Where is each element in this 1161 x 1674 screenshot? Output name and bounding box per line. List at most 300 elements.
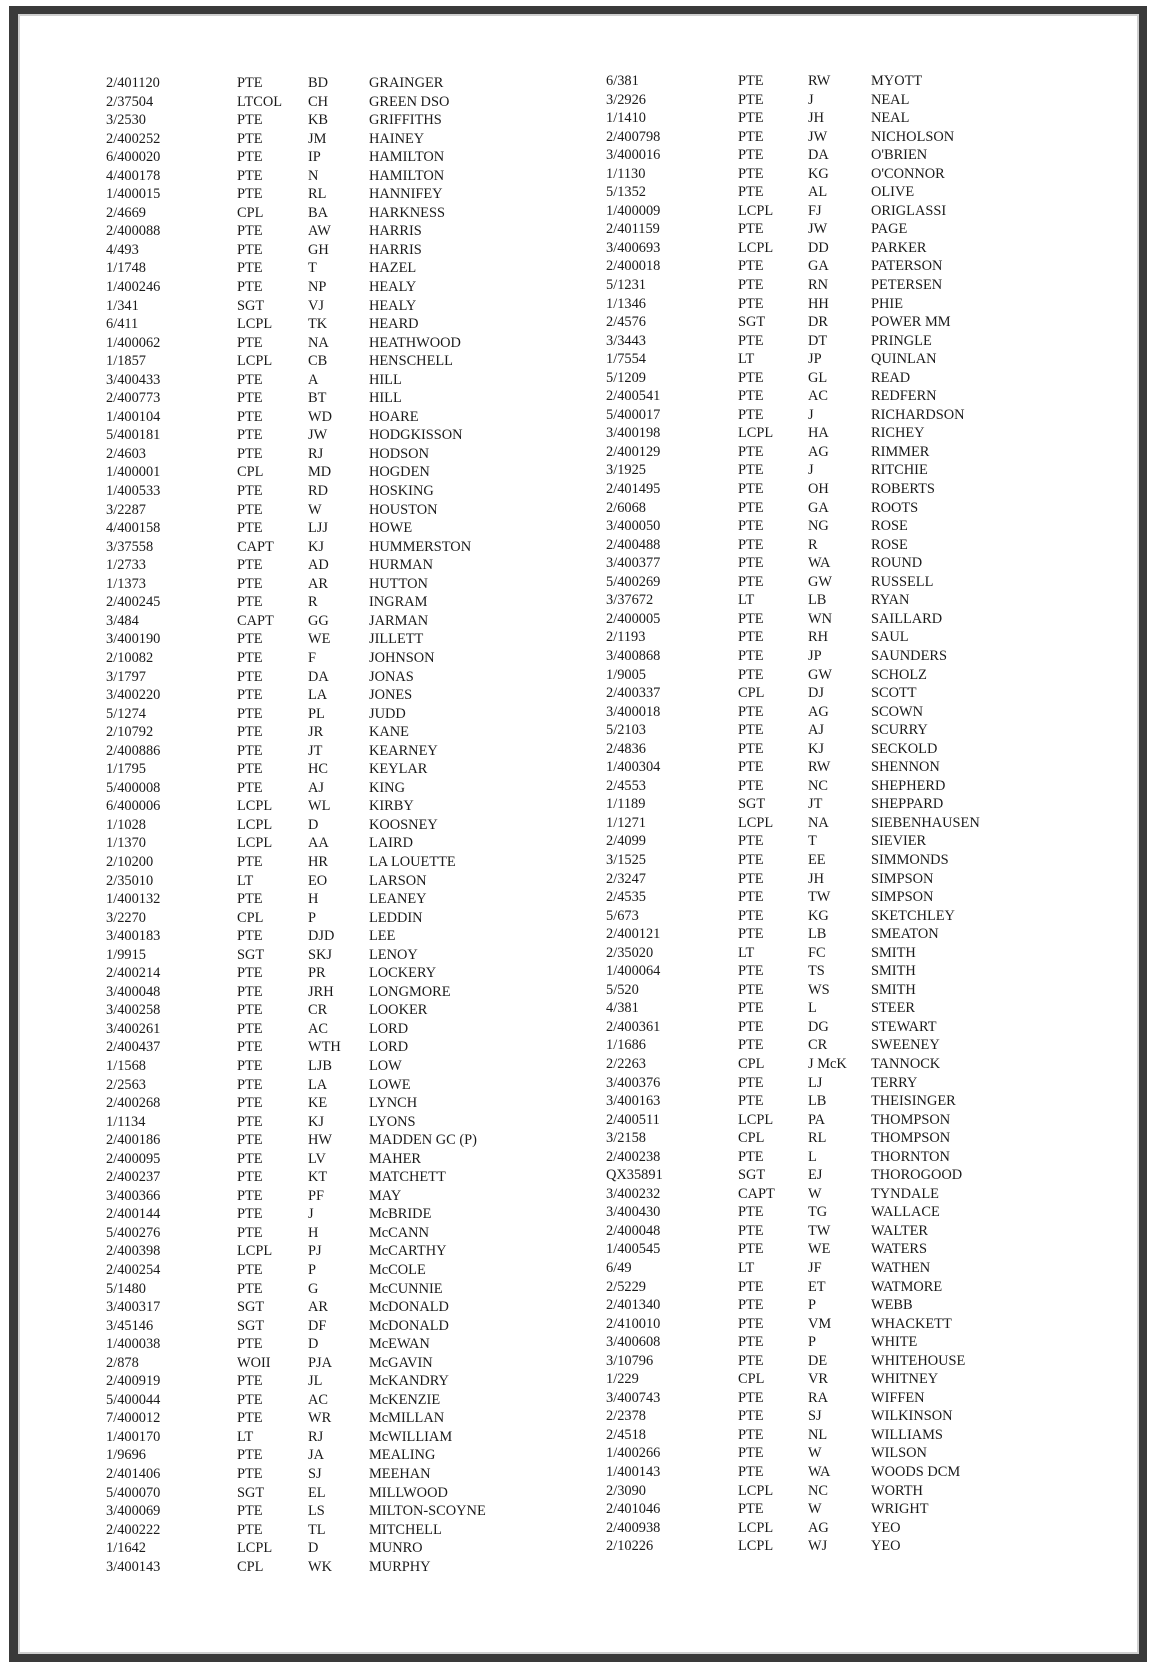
surname: McCOLE <box>369 1262 426 1278</box>
service-number: QX35891 <box>606 1167 663 1184</box>
initials: AW <box>308 223 331 240</box>
rank: PTE <box>237 1057 263 1074</box>
initials: AD <box>308 557 329 574</box>
initials: DD <box>808 239 829 256</box>
rank: PTE <box>738 703 764 720</box>
rank: PTE <box>237 983 263 1000</box>
service-number: 3/2270 <box>106 909 146 926</box>
service-number: 5/400269 <box>606 573 661 590</box>
rank: PTE <box>237 186 263 203</box>
surname: INGRAM <box>369 594 428 611</box>
initials: W <box>808 1445 822 1462</box>
surname: STEWART <box>871 1018 937 1035</box>
rank: PTE <box>237 520 263 537</box>
surname: NICHOLSON <box>871 128 955 145</box>
surname: HOSKING <box>369 483 434 500</box>
service-number: 1/1370 <box>106 835 146 852</box>
surname: HARKNESS <box>369 204 445 221</box>
initials: WE <box>808 1241 831 1258</box>
service-number: 2/400088 <box>106 223 161 240</box>
surname: RIMMER <box>871 443 930 460</box>
initials: A <box>308 371 319 388</box>
rank: PTE <box>237 965 263 982</box>
rank: PTE <box>237 408 263 425</box>
rank: PTE <box>738 610 764 627</box>
initials: P <box>308 1262 317 1278</box>
service-number: 3/400183 <box>106 928 161 945</box>
rank: PTE <box>237 1187 263 1204</box>
surname: MITCHELL <box>369 1521 442 1538</box>
service-number: 2/35020 <box>606 944 654 961</box>
surname: OLIVE <box>871 184 915 201</box>
rank: PTE <box>237 223 263 240</box>
rank: PTE <box>237 631 263 648</box>
surname: TANNOCK <box>871 1055 941 1072</box>
surname: McGAVIN <box>369 1354 433 1371</box>
service-number: 3/1525 <box>606 851 646 868</box>
service-number: 2/400238 <box>606 1148 661 1165</box>
surname: NEAL <box>871 110 910 127</box>
rank: PTE <box>237 130 263 147</box>
service-number: 1/1028 <box>106 816 146 833</box>
surname: THOROGOOD <box>871 1167 963 1184</box>
initials: G <box>308 1280 319 1297</box>
service-number: 3/400190 <box>106 631 161 648</box>
initials: WD <box>308 408 332 425</box>
surname: JARMAN <box>369 612 429 629</box>
service-number: 5/400008 <box>106 779 161 796</box>
initials: KT <box>308 1169 328 1186</box>
surname: MILLWOOD <box>369 1484 448 1501</box>
service-number: 2/37504 <box>106 93 154 110</box>
initials: HC <box>308 761 328 778</box>
service-number: 7/400012 <box>106 1410 161 1427</box>
rank: PTE <box>738 1352 764 1369</box>
surname: RUSSELL <box>871 573 934 590</box>
surname: THOMPSON <box>871 1111 951 1128</box>
surname: LORD <box>369 1039 409 1056</box>
initials: NG <box>808 518 829 535</box>
rank: LCPL <box>237 353 273 370</box>
rank: PTE <box>237 1150 263 1167</box>
rank: PTE <box>738 722 764 739</box>
service-number: 2/401120 <box>106 75 160 91</box>
initials: AG <box>808 443 829 460</box>
service-number: 2/3090 <box>606 1482 646 1499</box>
rank: LCPL <box>237 316 273 333</box>
rank: PTE <box>738 1315 764 1332</box>
service-number: 3/400018 <box>606 703 661 720</box>
initials: HW <box>308 1132 332 1149</box>
initials: D <box>308 1336 319 1353</box>
service-number: 4/493 <box>106 241 139 258</box>
rank: PTE <box>738 981 764 998</box>
rank: PTE <box>738 777 764 794</box>
rank: PTE <box>237 575 263 592</box>
initials: SKJ <box>308 946 332 963</box>
surname: LOCKERY <box>369 965 437 982</box>
service-number: 1/400170 <box>106 1428 161 1445</box>
rank: PTE <box>738 1204 764 1221</box>
service-number: 2/4535 <box>606 889 646 906</box>
surname: SHEPPARD <box>871 796 944 813</box>
initials: SJ <box>308 1466 322 1483</box>
initials: W <box>308 501 322 518</box>
rank: PTE <box>738 1464 764 1481</box>
surname: RYAN <box>871 592 910 609</box>
service-number: 3/2926 <box>606 91 646 108</box>
service-number: 3/484 <box>106 612 139 629</box>
service-number: 1/1795 <box>106 761 146 778</box>
surname: ROSE <box>871 518 908 535</box>
rank: PTE <box>738 221 764 238</box>
initials: VR <box>808 1371 828 1388</box>
rank: PTE <box>738 1000 764 1017</box>
service-number: 2/4576 <box>606 314 646 331</box>
service-number: 3/400743 <box>606 1389 661 1406</box>
service-number: 2/3247 <box>606 870 646 887</box>
rank: PTE <box>738 907 764 924</box>
surname: LONGMORE <box>369 983 451 1000</box>
rank: LCPL <box>738 1111 774 1128</box>
rank: CAPT <box>237 612 274 629</box>
surname: SMITH <box>871 981 916 998</box>
initials: RA <box>808 1389 828 1406</box>
rank: PTE <box>738 889 764 906</box>
initials: T <box>308 260 317 277</box>
surname: RITCHIE <box>871 462 928 479</box>
surname: SIMPSON <box>871 870 934 887</box>
rank: PTE <box>738 388 764 405</box>
surname: WALLACE <box>871 1204 940 1221</box>
rank: PTE <box>237 594 263 611</box>
rank: PTE <box>237 1169 263 1186</box>
service-number: 2/401406 <box>106 1466 161 1483</box>
rank: PTE <box>738 740 764 757</box>
surname: WILKINSON <box>871 1408 953 1425</box>
initials: EJ <box>808 1167 823 1184</box>
service-number: 3/1797 <box>106 668 146 685</box>
initials: TW <box>808 889 831 906</box>
rank: PTE <box>237 1280 263 1297</box>
rank: LCPL <box>237 835 273 852</box>
rank: CPL <box>738 1055 765 1072</box>
rank: CPL <box>237 204 264 221</box>
surname: SCOWN <box>871 703 923 720</box>
surname: POWER MM <box>871 314 951 331</box>
service-number: 1/1271 <box>606 814 646 831</box>
rank: PTE <box>738 1389 764 1406</box>
surname: WHITE <box>871 1334 918 1351</box>
rank: PTE <box>738 1278 764 1295</box>
surname: SIMPSON <box>871 889 934 906</box>
rank: PTE <box>237 445 263 462</box>
initials: WE <box>308 631 331 648</box>
rank: CPL <box>237 1558 264 1575</box>
surname: KIRBY <box>369 798 414 815</box>
surname: JOHNSON <box>369 649 435 666</box>
service-number: 1/400266 <box>606 1445 661 1462</box>
rank: LTCOL <box>237 93 283 110</box>
rank: LCPL <box>738 1482 774 1499</box>
surname: PARKER <box>871 239 927 256</box>
service-number: 3/2530 <box>106 112 146 129</box>
surname: JILLETT <box>369 631 424 648</box>
rank: LT <box>738 351 755 368</box>
surname: PRINGLE <box>871 332 932 349</box>
service-number: 3/400608 <box>606 1334 661 1351</box>
rank: PTE <box>738 332 764 349</box>
rank: PTE <box>738 629 764 646</box>
surname: WOODS DCM <box>871 1464 961 1481</box>
surname: ROUND <box>871 555 923 572</box>
rank: PTE <box>237 1521 263 1538</box>
service-number: 2/400398 <box>106 1243 161 1260</box>
initials: NP <box>308 279 327 296</box>
service-number: 1/1857 <box>106 353 146 370</box>
initials: P <box>808 1334 817 1351</box>
initials: NC <box>808 777 828 794</box>
service-number: 2/400186 <box>106 1132 161 1149</box>
initials: EL <box>308 1484 326 1501</box>
rank: PTE <box>237 557 263 574</box>
initials: DE <box>808 1352 828 1369</box>
rank: PTE <box>738 462 764 479</box>
initials: RD <box>308 483 328 500</box>
initials: D <box>308 1540 319 1557</box>
surname: McMILLAN <box>369 1410 445 1427</box>
rank: LCPL <box>738 425 774 442</box>
service-number: 2/400773 <box>106 390 161 407</box>
rank: PTE <box>738 573 764 590</box>
rank: PTE <box>237 705 263 722</box>
service-number: 2/400254 <box>106 1262 161 1278</box>
service-number: 3/400198 <box>606 425 661 442</box>
rank: PTE <box>738 258 764 275</box>
initials: PJ <box>308 1243 322 1260</box>
initials: NC <box>808 1482 828 1499</box>
initials: KB <box>308 112 328 129</box>
service-number: 3/400048 <box>106 983 161 1000</box>
surname: JUDD <box>369 705 406 722</box>
rank: PTE <box>237 390 263 407</box>
surname: McCUNNIE <box>369 1280 443 1297</box>
service-number: 1/1189 <box>606 796 646 813</box>
service-number: 2/401340 <box>606 1297 661 1314</box>
rank: LCPL <box>237 798 273 815</box>
service-number: 1/400533 <box>106 483 161 500</box>
rank: PTE <box>237 112 263 129</box>
service-number: 5/1352 <box>606 184 646 201</box>
surname: RICHARDSON <box>871 406 965 423</box>
service-number: 2/400252 <box>106 130 161 147</box>
service-number: 3/2158 <box>606 1130 646 1147</box>
surname: MEALING <box>369 1447 436 1464</box>
surname: RICHEY <box>871 425 925 442</box>
rank: PTE <box>738 1148 764 1165</box>
service-number: 3/400377 <box>606 555 661 572</box>
service-number: 1/9005 <box>606 666 646 683</box>
surname: HOUSTON <box>369 501 438 518</box>
surname: SMITH <box>871 944 916 961</box>
initials: PL <box>308 705 325 722</box>
initials: WS <box>808 981 830 998</box>
initials: CR <box>308 1002 328 1019</box>
service-number: 3/3443 <box>606 332 646 349</box>
surname: MEEHAN <box>369 1466 431 1483</box>
rank: CAPT <box>237 538 274 555</box>
rank: PTE <box>738 1018 764 1035</box>
rank: PTE <box>738 536 764 553</box>
rank: CPL <box>738 1130 765 1147</box>
rank: SGT <box>738 796 766 813</box>
initials: LA <box>308 1076 328 1093</box>
initials: JH <box>808 110 824 127</box>
surname: LENOY <box>369 946 418 963</box>
service-number: 3/400430 <box>606 1204 661 1221</box>
service-number: 6/400006 <box>106 798 161 815</box>
surname: SAILLARD <box>871 610 943 627</box>
surname: O'BRIEN <box>871 147 928 164</box>
initials: LJ <box>808 1074 823 1091</box>
initials: L <box>808 1000 817 1017</box>
service-number: 4/400178 <box>106 167 161 184</box>
service-number: 1/1410 <box>606 110 646 127</box>
rank: PTE <box>738 184 764 201</box>
surname: QUINLAN <box>871 351 937 368</box>
surname: JONES <box>369 687 413 704</box>
rank: PTE <box>738 851 764 868</box>
service-number: 2/4669 <box>106 204 146 221</box>
initials: RW <box>808 73 831 89</box>
rank: PTE <box>237 1391 263 1408</box>
service-number: 2/10200 <box>106 853 154 870</box>
surname: HEALY <box>369 279 417 296</box>
rank: LCPL <box>237 816 273 833</box>
initials: JW <box>808 221 828 238</box>
initials: RJ <box>308 1428 324 1445</box>
initials: WL <box>308 798 331 815</box>
service-number: 2/400798 <box>606 128 661 145</box>
initials: JT <box>308 742 323 759</box>
surname: McCARTHY <box>369 1243 447 1260</box>
service-number: 3/400376 <box>606 1074 661 1091</box>
initials: VM <box>808 1315 832 1332</box>
rank: PTE <box>237 1039 263 1056</box>
rank: PTE <box>738 926 764 943</box>
rank: PTE <box>237 1206 263 1223</box>
surname: SMITH <box>871 963 916 980</box>
initials: AR <box>308 1299 328 1316</box>
surname: MAY <box>369 1187 402 1204</box>
service-number: 2/400245 <box>106 594 161 611</box>
surname: SMEATON <box>871 926 939 943</box>
rank: PTE <box>738 963 764 980</box>
surname: HANNIFEY <box>369 186 443 203</box>
service-number: 1/229 <box>606 1371 639 1388</box>
service-number: 2/2378 <box>606 1408 646 1425</box>
rank: PTE <box>237 427 263 444</box>
initials: TK <box>308 316 328 333</box>
service-number: 5/400276 <box>106 1224 161 1241</box>
surname: WHACKETT <box>871 1315 952 1332</box>
surname: KEARNEY <box>369 742 438 759</box>
surname: ROOTS <box>871 499 919 516</box>
surname: SCHOLZ <box>871 666 927 683</box>
initials: NL <box>808 1426 828 1443</box>
initials: T <box>808 833 817 850</box>
surname: GRIFFITHS <box>369 112 442 129</box>
surname: REDFERN <box>871 388 937 405</box>
service-number: 5/400070 <box>106 1484 161 1501</box>
rank: LT <box>738 944 755 961</box>
surname: THEISINGER <box>871 1093 956 1110</box>
initials: SJ <box>808 1408 822 1425</box>
rank: PTE <box>738 1037 764 1054</box>
initials: W <box>808 1185 822 1202</box>
service-number: 5/1480 <box>106 1280 146 1297</box>
rank: SGT <box>738 1167 766 1184</box>
service-number: 6/400020 <box>106 149 161 166</box>
initials: RL <box>308 186 327 203</box>
service-number: 5/520 <box>606 981 639 998</box>
surname: McKENZIE <box>369 1391 441 1408</box>
service-number: 3/400261 <box>106 1020 161 1037</box>
initials: FJ <box>808 202 822 219</box>
initials: JR <box>308 724 324 741</box>
initials: LB <box>808 592 827 609</box>
rank: LCPL <box>237 1540 273 1557</box>
service-number: 5/1274 <box>106 705 146 722</box>
rank: PTE <box>237 260 263 277</box>
initials: WJ <box>808 1538 828 1555</box>
surname: LOOKER <box>369 1002 428 1019</box>
initials: GW <box>808 666 832 683</box>
initials: DT <box>808 332 828 349</box>
rank: PTE <box>237 928 263 945</box>
surname: HAMILTON <box>369 149 445 166</box>
initials: AG <box>808 1519 829 1536</box>
rank: PTE <box>738 128 764 145</box>
surname: WRIGHT <box>871 1501 929 1518</box>
surname: THOMPSON <box>871 1130 951 1147</box>
service-number: 1/400001 <box>106 464 161 481</box>
service-number: 2/400511 <box>606 1111 660 1128</box>
service-number: 6/411 <box>106 316 139 333</box>
initials: J <box>808 462 814 479</box>
service-number: 2/400268 <box>106 1095 161 1112</box>
rank: PTE <box>738 499 764 516</box>
initials: JH <box>808 870 824 887</box>
rank: PTE <box>237 1224 263 1241</box>
surname: HOARE <box>369 408 419 425</box>
service-number: 3/400143 <box>106 1558 161 1575</box>
service-number: 2/400129 <box>606 443 661 460</box>
initials: GA <box>808 258 829 275</box>
surname: READ <box>871 369 911 386</box>
initials: CR <box>808 1037 828 1054</box>
surname: HOGDEN <box>369 464 430 481</box>
surname: KOOSNEY <box>369 816 438 833</box>
surname: McDONALD <box>369 1317 449 1334</box>
initials: KG <box>808 165 829 182</box>
initials: JM <box>308 130 327 147</box>
rank: PTE <box>738 73 764 89</box>
initials: KJ <box>808 740 824 757</box>
initials: LS <box>308 1503 325 1520</box>
service-number: 5/400044 <box>106 1391 161 1408</box>
initials: DF <box>308 1317 327 1334</box>
